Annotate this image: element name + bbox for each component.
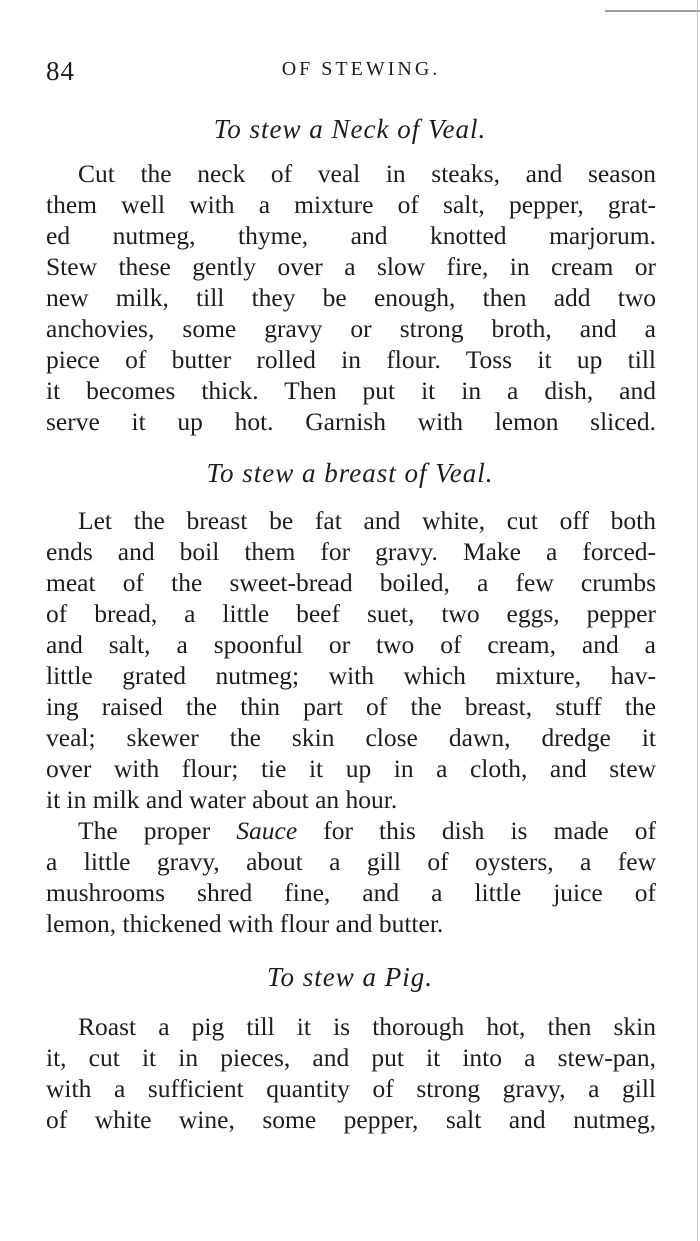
text-line: anchovies, some gravy or strong broth, and a: [46, 314, 656, 343]
text-line: serve it up hot. Garnish with lemon sliced.: [46, 407, 656, 436]
sauce-emphasis: Sauce: [236, 816, 298, 845]
text-segment: for this dish is made of: [323, 816, 657, 845]
text-line: of white wine, some pepper, salt and nutmeg,: [46, 1105, 656, 1134]
text-line: Stew these gently over a slow fire, in cream or: [46, 252, 656, 281]
text-line: it becomes thick. Then put it in a dish, and: [46, 376, 656, 405]
text-line: little grated nutmeg; with which mixture, hav-: [46, 661, 656, 690]
recipe-title-neck-of-veal: To stew a Neck of Veal.: [213, 114, 487, 144]
text-line: them well with a mixture of salt, pepper, grat-: [46, 190, 656, 219]
text-line: Let the breast be fat and white, cut off both: [78, 506, 656, 535]
text-line: with a sufficient quantity of strong gravy, a gill: [46, 1074, 656, 1103]
page-number: 84: [46, 56, 75, 86]
text-line: mushrooms shred fine, and a little juice of: [46, 878, 656, 907]
sauce-paragraph-first-line: [78, 815, 656, 846]
text-line: Roast a pig till it is thorough hot, then skin: [78, 1012, 656, 1041]
text-line: veal; skewer the skin close dawn, dredge it: [46, 723, 656, 752]
text-segment: The proper: [78, 816, 211, 845]
running-head: OF STEWING.: [281, 58, 441, 80]
text-line: over with flour; tie it up in a cloth, and stew: [46, 754, 656, 783]
text-line: a little gravy, about a gill of oysters, a few: [46, 847, 656, 876]
text-line: and salt, a spoonful or two of cream, and a: [46, 630, 656, 659]
text-line: Cut the neck of veal in steaks, and season: [78, 159, 656, 188]
page-edge-right: [697, 0, 698, 1241]
text-line: ing raised the thin part of the breast, stuff the: [46, 692, 656, 721]
text-line: ed nutmeg, thyme, and knotted marjorum.: [46, 221, 656, 250]
page-edge-top: [605, 0, 700, 12]
text-line: of bread, a little beef suet, two eggs, pepper: [46, 599, 656, 628]
text-line: meat of the sweet-bread boiled, a few crumbs: [46, 568, 656, 597]
page-header: [46, 56, 656, 96]
recipe-title-breast-of-veal: To stew a breast of Veal.: [206, 458, 494, 488]
text-line: it, cut it in pieces, and put it into a stew-pan,: [46, 1043, 656, 1072]
text-line: it in milk and water about an hour.: [46, 785, 398, 814]
text-line: lemon, thickened with flour and butter.: [46, 909, 444, 938]
text-line: piece of butter rolled in flour. Toss it up till: [46, 345, 656, 374]
recipe-title-pig: To stew a Pig.: [266, 962, 434, 992]
text-line: new milk, till they be enough, then add two: [46, 283, 656, 312]
text-line: ends and boil them for gravy. Make a forced-: [46, 537, 656, 566]
